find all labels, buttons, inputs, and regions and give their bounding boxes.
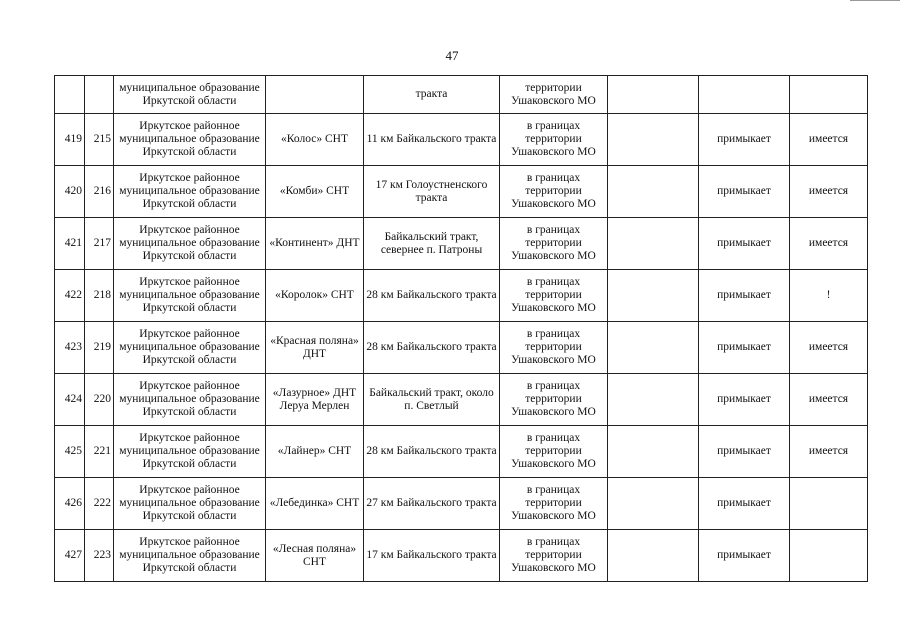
cell-adjoins: примыкает	[699, 374, 790, 426]
cell-n2	[85, 76, 114, 114]
cell-available	[790, 530, 868, 582]
cell-n2: 223	[85, 530, 114, 582]
cell-territory: в границах территории Ушаковского МО	[500, 166, 608, 218]
cell-col7	[608, 114, 699, 166]
table-row	[55, 530, 868, 582]
cell-municipality: Иркутское районное муниципальное образование Иркутской области	[114, 218, 266, 270]
cell-name: «Лазурное» ДНТ Леруа Мерлен	[266, 374, 364, 426]
cell-n2: 222	[85, 478, 114, 530]
scan-edge-mark	[850, 0, 900, 1]
cell-name: «Лайнер» СНТ	[266, 426, 364, 478]
cell-available: имеется	[790, 426, 868, 478]
cell-location: тракта	[364, 76, 500, 114]
cell-adjoins: примыкает	[699, 478, 790, 530]
cell-n2: 215	[85, 114, 114, 166]
cell-available: !	[790, 270, 868, 322]
cell-col7	[608, 374, 699, 426]
table-row	[55, 270, 868, 322]
cell-n2: 217	[85, 218, 114, 270]
cell-territory: в границах территории Ушаковского МО	[500, 426, 608, 478]
cell-n1: 423	[55, 322, 85, 374]
cell-n1	[55, 76, 85, 114]
cell-n1: 424	[55, 374, 85, 426]
cell-location: 28 км Байкальского тракта	[364, 426, 500, 478]
table-row-continued	[55, 76, 868, 114]
cell-location: 11 км Байкальского тракта	[364, 114, 500, 166]
cell-territory: в границах территории Ушаковского МО	[500, 478, 608, 530]
cell-n1: 421	[55, 218, 85, 270]
cell-location: 28 км Байкальского тракта	[364, 322, 500, 374]
cell-adjoins: примыкает	[699, 426, 790, 478]
cell-n1: 427	[55, 530, 85, 582]
cell-n1: 425	[55, 426, 85, 478]
table-row	[55, 166, 868, 218]
cell-municipality: Иркутское районное муниципальное образование Иркутской области	[114, 114, 266, 166]
cell-adjoins: примыкает	[699, 530, 790, 582]
cell-location: 28 км Байкальского тракта	[364, 270, 500, 322]
cell-adjoins: примыкает	[699, 114, 790, 166]
cell-n2: 218	[85, 270, 114, 322]
cell-location: Байкальский тракт, около п. Светлый	[364, 374, 500, 426]
cell-col7	[608, 530, 699, 582]
cell-col7	[608, 76, 699, 114]
cell-adjoins: примыкает	[699, 166, 790, 218]
cell-available: имеется	[790, 374, 868, 426]
cell-col7	[608, 218, 699, 270]
cell-n1: 419	[55, 114, 85, 166]
cell-location: 17 км Голоустненского тракта	[364, 166, 500, 218]
cell-municipality: Иркутское районное муниципальное образование Иркутской области	[114, 166, 266, 218]
cell-municipality: Иркутское районное муниципальное образование Иркутской области	[114, 426, 266, 478]
table-row	[55, 374, 868, 426]
cell-territory: в границах территории Ушаковского МО	[500, 270, 608, 322]
cell-name: «Королок» СНТ	[266, 270, 364, 322]
cell-available: имеется	[790, 166, 868, 218]
settlements-table	[54, 75, 868, 582]
cell-name: «Красная поляна» ДНТ	[266, 322, 364, 374]
cell-available: имеется	[790, 218, 868, 270]
cell-col7	[608, 322, 699, 374]
cell-adjoins: примыкает	[699, 270, 790, 322]
cell-name	[266, 76, 364, 114]
cell-n2: 216	[85, 166, 114, 218]
cell-name: «Лебединка» СНТ	[266, 478, 364, 530]
cell-territory: в границах территории Ушаковского МО	[500, 114, 608, 166]
cell-n2: 219	[85, 322, 114, 374]
cell-n1: 422	[55, 270, 85, 322]
cell-available: имеется	[790, 322, 868, 374]
cell-territory: территории Ушаковского МО	[500, 76, 608, 114]
cell-municipality: Иркутское районное муниципальное образование Иркутской области	[114, 322, 266, 374]
cell-territory: в границах территории Ушаковского МО	[500, 322, 608, 374]
cell-municipality: Иркутское районное муниципальное образование Иркутской области	[114, 270, 266, 322]
cell-col7	[608, 270, 699, 322]
cell-n1: 420	[55, 166, 85, 218]
table-row	[55, 114, 868, 166]
cell-adjoins	[699, 76, 790, 114]
cell-name: «Лесная поляна» СНТ	[266, 530, 364, 582]
cell-n2: 221	[85, 426, 114, 478]
page-number: 47	[445, 48, 459, 63]
cell-adjoins: примыкает	[699, 218, 790, 270]
cell-location: 17 км Байкальского тракта	[364, 530, 500, 582]
cell-col7	[608, 166, 699, 218]
cell-name: «Комби» СНТ	[266, 166, 364, 218]
cell-location: 27 км Байкальского тракта	[364, 478, 500, 530]
cell-available: имеется	[790, 114, 868, 166]
cell-available	[790, 76, 868, 114]
cell-available	[790, 478, 868, 530]
table-row	[55, 478, 868, 530]
cell-territory: в границах территории Ушаковского МО	[500, 374, 608, 426]
cell-municipality: Иркутское районное муниципальное образование Иркутской области	[114, 478, 266, 530]
cell-col7	[608, 426, 699, 478]
cell-name: «Континент» ДНТ	[266, 218, 364, 270]
cell-adjoins: примыкает	[699, 322, 790, 374]
cell-territory: в границах территории Ушаковского МО	[500, 218, 608, 270]
cell-location: Байкальский тракт, севернее п. Патроны	[364, 218, 500, 270]
cell-municipality: муниципальное образование Иркутской области	[114, 76, 266, 114]
cell-municipality: Иркутское районное муниципальное образование Иркутской области	[114, 530, 266, 582]
cell-n1: 426	[55, 478, 85, 530]
cell-territory: в границах территории Ушаковского МО	[500, 530, 608, 582]
cell-name: «Колос» СНТ	[266, 114, 364, 166]
table-row	[55, 426, 868, 478]
cell-municipality: Иркутское районное муниципальное образование Иркутской области	[114, 374, 266, 426]
cell-n2: 220	[85, 374, 114, 426]
table-row	[55, 322, 868, 374]
cell-col7	[608, 478, 699, 530]
table-row	[55, 218, 868, 270]
